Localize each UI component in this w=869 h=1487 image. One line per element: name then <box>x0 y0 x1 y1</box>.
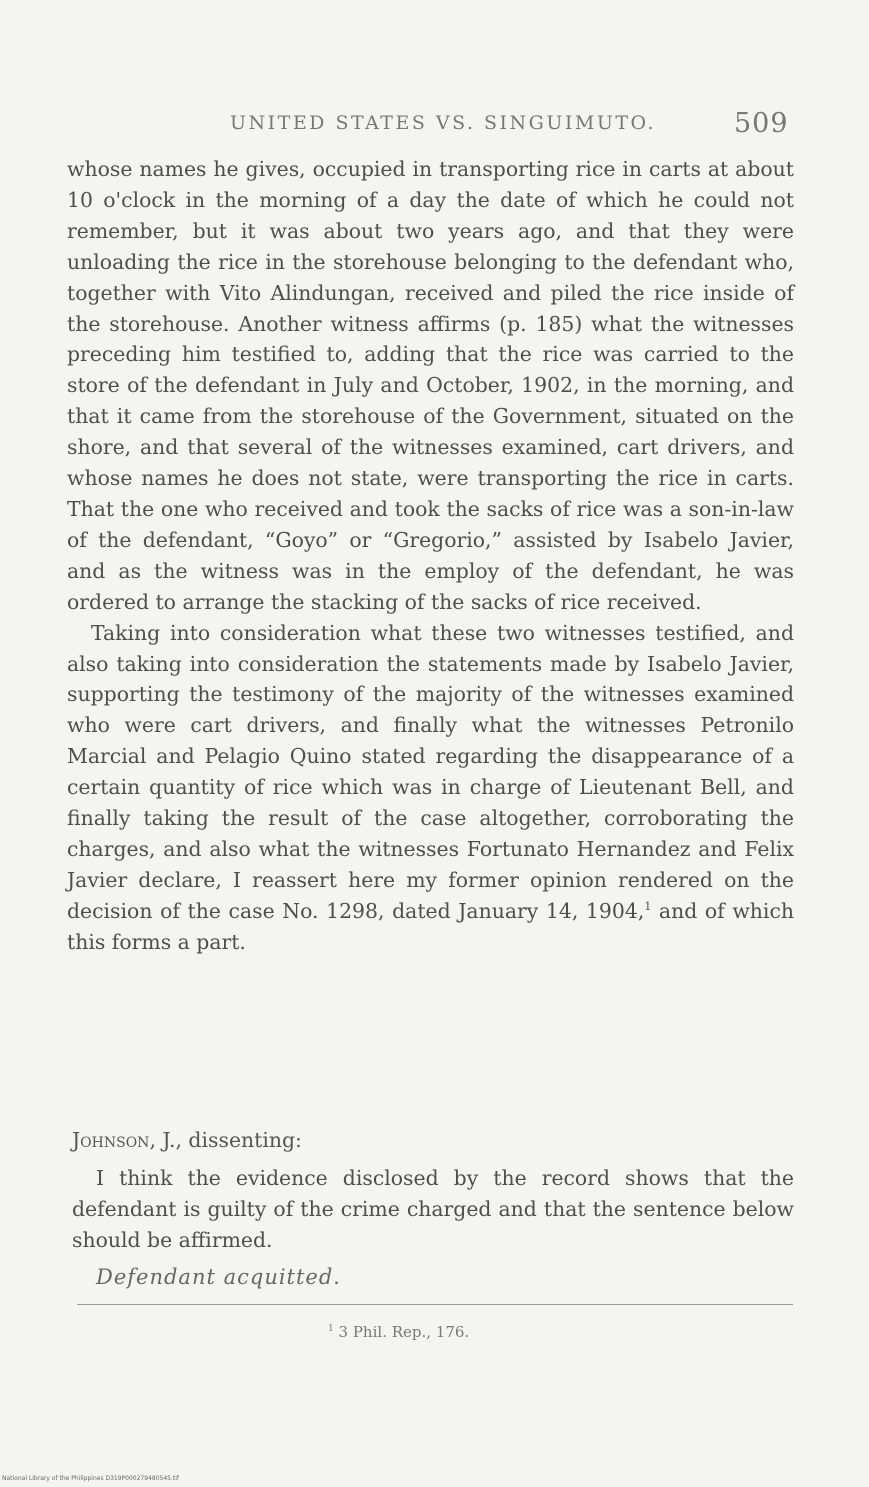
scan-credit-label: National Library of the Philippines D319P000279480545.tif <box>2 1475 180 1482</box>
dissent-heading <box>72 1128 302 1152</box>
paragraph-2-ending: and of which this forms a part. <box>67 898 794 954</box>
footnote <box>328 1323 469 1341</box>
dissent-justice-name: Johnson <box>72 1128 150 1152</box>
page-number: 509 <box>734 108 789 139</box>
judgment-line: Defendant acquitted. <box>96 1265 341 1289</box>
dissent-heading-suffix: , J., dissenting: <box>149 1128 302 1152</box>
running-head-title: UNITED STATES VS. SINGUIMUTO. <box>230 112 657 134</box>
footnote-divider <box>77 1304 793 1305</box>
paragraph-1: whose names he gives, occupied in transporting rice in carts at about 10 o'clock in the morning of a day the date of which he could not remember, but it was about two years ago, and that they were unloading the rice in the storehouse belonging to the defendant who, together with Vito Alindungan, received and piled the rice inside of the storehouse. Another witness affirms (p. 185) what the witnesses preceding him testified to, adding that the rice was carried to the store of the defendant in July and October, 1902, in the morning, and that it came from the storehouse of the Government, situated on the shore, and that several of the witnesses examined, cart drivers, and whose names he does not state, were transporting the rice in carts. That the one who received and took the sacks of rice was a son-in-law of the defendant, “Goyo” or “Gregorio,” assisted by Isabelo Javier, and as the witness was in the employ of the defendant, he was ordered to arrange the stacking of the sacks of rice received. <box>67 157 794 614</box>
footnote-citation: 3 Phil. Rep., 176. <box>333 1323 470 1341</box>
footnote-marker: 1 <box>328 1324 334 1334</box>
paragraph-2-text: Taking into consideration what these two witnesses testified, and also taking into consideration the statements made by Isabelo Javier, supporting the testimony of the majority of the witnesses examined who were cart drivers, and finally what the witnesses Petronilo Marcial and Pelagio Quino stated regarding the disappearance of a certain quantity of rice which was in charge of Lieutenant Bell, and finally taking the result of the case altogether, corroborating the charges, and also what the witnesses Fortunato Hernandez and Felix Javier declare, I reassert here my former opinion rendered on the decision of the case No. 1298, dated January 14, 1904, <box>67 620 794 923</box>
footnote-reference: 1 <box>644 899 652 913</box>
main-text <box>67 154 794 958</box>
paragraph-2 <box>67 618 794 958</box>
dissent-paragraph: I think the evidence disclosed by the record shows that the defendant is guilty of the crime charged and that the sentence below should be affirmed. <box>72 1166 794 1252</box>
